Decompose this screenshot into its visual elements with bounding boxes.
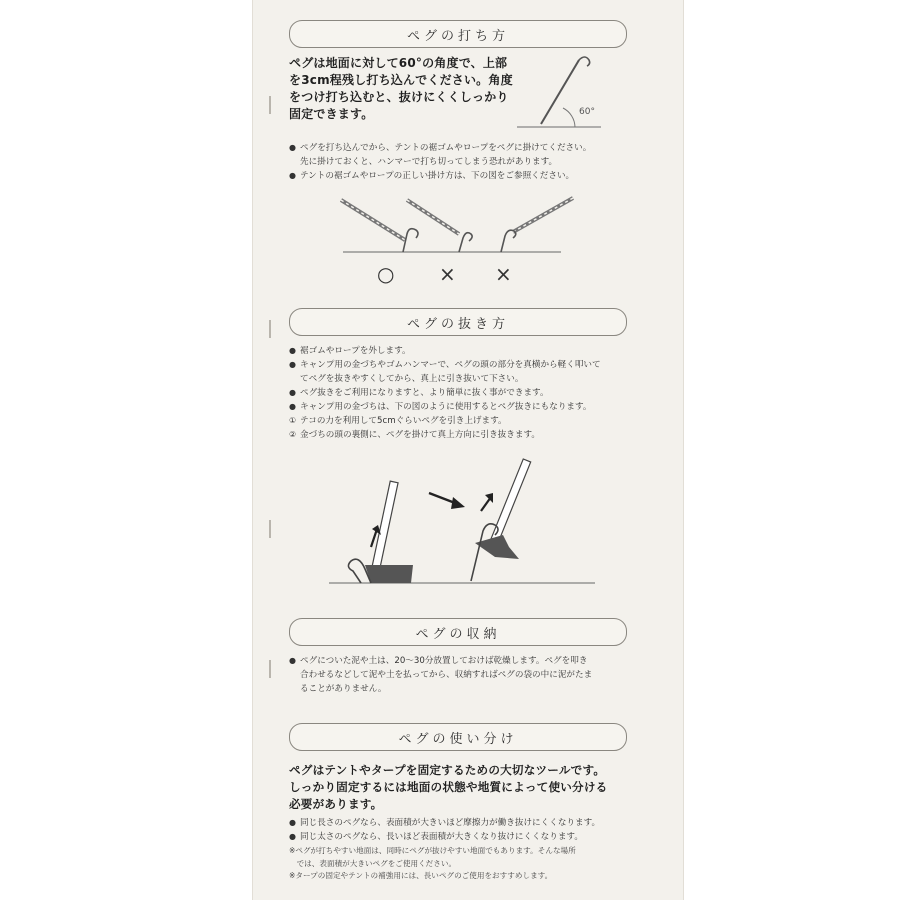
list-item: てペグを抜きやすくしてから、真上に引き抜いて下さい。 xyxy=(300,374,524,384)
rope-hook-diagram xyxy=(333,194,593,284)
wrong-mark: × xyxy=(439,262,456,286)
list-item: ● ペグを打ち込んでから、テントの裾ゴムやロープをペグに掛けてください。 xyxy=(289,143,592,153)
usage-notes xyxy=(289,845,576,883)
wrong-mark: × xyxy=(495,262,512,286)
drive-lead-line: 固定できます。 xyxy=(289,107,374,121)
drive-lead-line: をつけ打ち込むと、抜けにくくしっかり xyxy=(289,90,509,104)
drive-lead-line: ペグは地面に対して60°の角度で、上部 xyxy=(289,56,508,70)
peg-angle-diagram xyxy=(511,52,601,132)
edge-mark xyxy=(269,96,271,114)
drive-lead-text xyxy=(289,55,515,123)
list-item: ② 金づちの頭の裏側に、ペグを掛けて真上方向に引き抜きます。 xyxy=(289,430,540,440)
hammer-pull-diagram xyxy=(325,455,625,595)
list-item: ● ペグについた泥や土は、20〜30分放置しておけば乾燥します。ペグを叩き xyxy=(289,656,588,666)
section-title-storage: ペグの収納 xyxy=(289,618,627,646)
list-item: ① テコの力を利用して5cmぐらいペグを引き上げます。 xyxy=(289,416,507,426)
usage-lead-line: 必要があります。 xyxy=(289,797,383,811)
list-item: ● キャンプ用の金づちは、下の図のように使用するとペグ抜きにもなります。 xyxy=(289,402,592,412)
list-item: ● 同じ太さのペグなら、長いほど表面積が大きくなり抜けにくくなります。 xyxy=(289,832,583,842)
list-item: ● キャンプ用の金づちやゴムハンマーで、ペグの頭の部分を真横から軽く叩いて xyxy=(289,360,601,370)
list-item: ● 裾ゴムやロープを外します。 xyxy=(289,346,411,356)
section-title-drive: ペグの打ち方 xyxy=(289,20,627,48)
section-title-usage: ペグの使い分け xyxy=(289,723,627,751)
note-item: ※タープの固定やテントの補強用には、長いペグのご使用をおすすめします。 xyxy=(289,871,553,880)
edge-mark xyxy=(269,520,271,538)
storage-bullet-list xyxy=(289,654,683,696)
note-item: では、表面積が大きいペグをご使用ください。 xyxy=(289,858,457,868)
usage-lead-line: ペグはテントやタープを固定するための大切なツールです。 xyxy=(289,763,606,777)
correct-mark: ○ xyxy=(377,262,395,286)
pull-bullet-list xyxy=(289,344,683,442)
list-item: 先に掛けておくと、ハンマーで打ち切ってしまう恐れがあります。 xyxy=(300,157,558,167)
list-item: ● テントの裾ゴムやロープの正しい掛け方は、下の図をご参照ください。 xyxy=(289,171,575,181)
instruction-sheet xyxy=(252,0,684,900)
section-title-pull: ペグの抜き方 xyxy=(289,308,627,336)
drive-lead-line: を3cm程残し打ち込んでください。角度 xyxy=(289,73,513,87)
angle-label: 60° xyxy=(579,107,595,117)
list-item: ● ペグ抜きをご利用になりますと、より簡単に抜く事ができます。 xyxy=(289,388,549,398)
list-item: ることがありません。 xyxy=(300,684,387,694)
note-item: ※ペグが打ちやすい地面は、同時にペグが抜けやすい地面でもあります。そんな場所 xyxy=(289,846,576,855)
list-item: 合わせるなどして泥や土を払ってから、収納すればペグの袋の中に泥がたま xyxy=(300,670,593,680)
usage-bullet-list xyxy=(289,816,683,844)
usage-lead-text xyxy=(289,762,607,813)
drive-bullet-list xyxy=(289,141,683,183)
edge-mark xyxy=(269,320,271,338)
list-item: ● 同じ長さのペグなら、表面積が大きいほど摩擦力が働き抜けにくくなります。 xyxy=(289,818,601,828)
usage-lead-line: しっかり固定するには地面の状態や地質によって使い分ける xyxy=(289,780,608,794)
edge-mark xyxy=(269,660,271,678)
